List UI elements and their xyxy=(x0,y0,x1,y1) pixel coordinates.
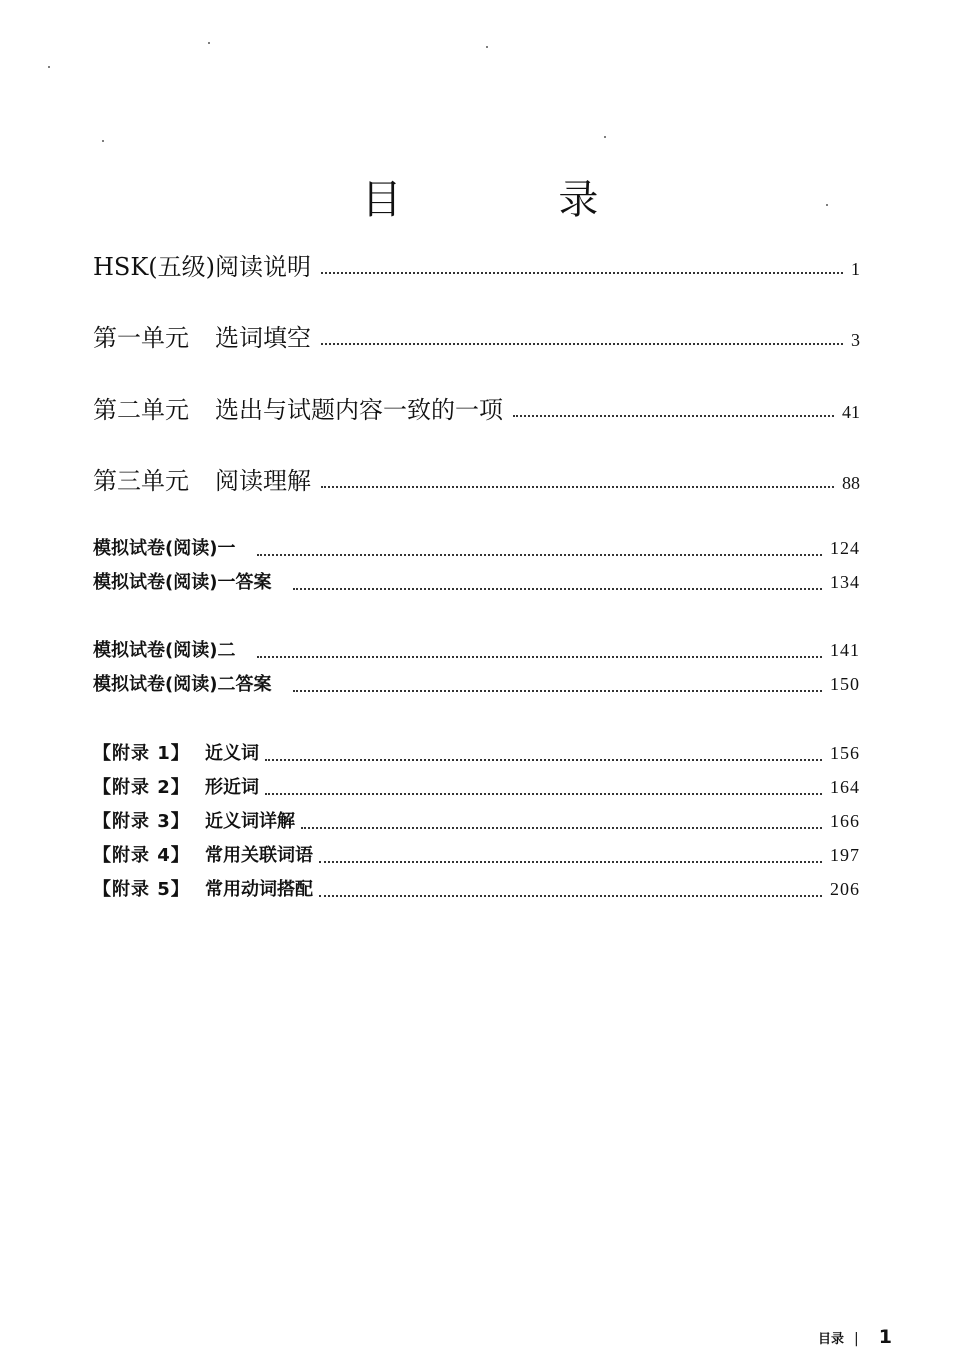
dot-leader xyxy=(293,690,822,692)
dot-leader xyxy=(319,861,822,863)
appendix-title: 常用关联词语 xyxy=(205,845,313,866)
toc-entry-unit-3[interactable] xyxy=(93,461,860,501)
appendix-prefix: 【附录 4】 xyxy=(93,845,190,866)
toc-page-number: 41 xyxy=(842,402,860,422)
appendix-title: 形近词 xyxy=(205,777,259,798)
unit-title: 选词填空 xyxy=(215,324,311,352)
toc-entry-unit-1[interactable] xyxy=(93,318,860,358)
toc-entry-label xyxy=(93,807,295,833)
toc-page-number: 164 xyxy=(830,777,860,797)
toc-entry-label xyxy=(93,841,313,867)
unit-title: 阅读理解 xyxy=(215,467,311,495)
toc-entry-label: 模拟试卷(阅读)二答案 xyxy=(93,674,272,695)
scan-speck xyxy=(208,42,210,44)
toc-page-number: 197 xyxy=(830,845,860,865)
toc-entry-label xyxy=(93,461,311,496)
scan-speck xyxy=(48,66,50,68)
page-title: 目 录 xyxy=(361,177,671,223)
footer-separator: | xyxy=(854,1331,859,1347)
toc-entry-label xyxy=(93,318,311,353)
dot-leader xyxy=(319,895,822,897)
unit-prefix: 第二单元 xyxy=(93,396,189,424)
unit-prefix: 第三单元 xyxy=(93,467,189,495)
appendix-prefix: 【附录 3】 xyxy=(93,811,190,832)
toc-page-number: 124 xyxy=(830,538,860,558)
unit-title: 选出与试题内容一致的一项 xyxy=(215,396,503,424)
appendix-title: 近义词详解 xyxy=(205,811,295,832)
dot-leader xyxy=(257,554,822,556)
appendix-title: 近义词 xyxy=(205,743,259,764)
scan-speck xyxy=(102,140,104,142)
toc-entry-mock-2[interactable] xyxy=(93,636,860,666)
dot-leader xyxy=(321,343,843,345)
appendix-prefix: 【附录 2】 xyxy=(93,777,190,798)
toc-entry-label: HSK(五级)阅读说明 xyxy=(93,253,312,281)
toc-entry-label: 模拟试卷(阅读)一答案 xyxy=(93,572,272,593)
toc-page-number: 150 xyxy=(830,674,860,694)
toc-entry-label xyxy=(93,773,259,799)
scan-speck xyxy=(604,136,606,138)
toc-entry-label xyxy=(93,739,259,765)
dot-leader xyxy=(265,793,822,795)
toc-entry-reading-intro[interactable] xyxy=(93,247,860,287)
dot-leader xyxy=(265,759,822,761)
toc-entry-label xyxy=(93,390,503,425)
footer-section-label: 目录 xyxy=(818,1332,845,1347)
toc-page-number: 156 xyxy=(830,743,860,763)
dot-leader xyxy=(513,415,834,417)
toc-entry-label xyxy=(93,875,313,901)
toc-entry-appendix-4[interactable] xyxy=(93,841,860,871)
toc-entry-appendix-3[interactable] xyxy=(93,807,860,837)
appendix-title: 常用动词搭配 xyxy=(205,879,313,900)
toc-entry-mock-1[interactable] xyxy=(93,534,860,564)
toc-page-number: 166 xyxy=(830,811,860,831)
footer-page-number: 1 xyxy=(878,1326,892,1348)
toc-entry-mock-2-answers[interactable] xyxy=(93,670,860,700)
toc-entry-label: 模拟试卷(阅读)二 xyxy=(93,640,236,661)
toc-entry-appendix-2[interactable] xyxy=(93,773,860,803)
toc-entry-unit-2[interactable] xyxy=(93,390,860,430)
dot-leader xyxy=(257,656,822,658)
toc-entry-appendix-5[interactable] xyxy=(93,875,860,905)
toc-entry-label: 模拟试卷(阅读)一 xyxy=(93,538,236,559)
toc-page-number: 88 xyxy=(842,473,860,493)
running-footer xyxy=(818,1326,892,1348)
appendix-prefix: 【附录 5】 xyxy=(93,879,190,900)
appendix-prefix: 【附录 1】 xyxy=(93,743,190,764)
dot-leader xyxy=(301,827,822,829)
toc-page-number: 206 xyxy=(830,879,860,899)
toc-page-number: 141 xyxy=(830,640,860,660)
unit-prefix: 第一单元 xyxy=(93,324,189,352)
toc-page-number: 3 xyxy=(851,330,860,350)
dot-leader xyxy=(321,486,834,488)
toc-entry-appendix-1[interactable] xyxy=(93,739,860,769)
scan-speck xyxy=(486,46,488,48)
toc-entry-mock-1-answers[interactable] xyxy=(93,568,860,598)
dot-leader xyxy=(293,588,822,590)
toc-page-number: 134 xyxy=(830,572,860,592)
dot-leader xyxy=(321,272,843,274)
toc-page-number: 1 xyxy=(851,259,860,279)
